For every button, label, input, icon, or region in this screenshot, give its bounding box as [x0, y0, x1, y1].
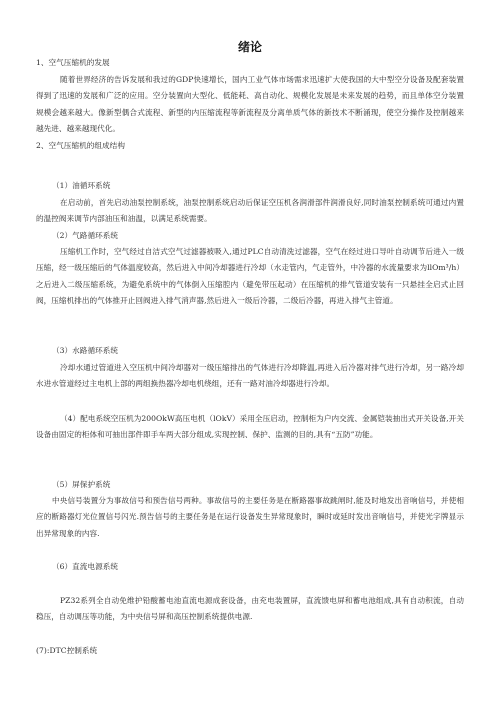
oil-system-body: 在启动前，首先启动油泵控制系统，油泵控制系统启动后保证空压机各润滑部件润滑良好,同时油泵控制系统可通过内置的温控阀来调节内部油压和油温，以满足系统需要。 — [36, 198, 464, 224]
page-title: 绪论 — [237, 40, 262, 54]
water-system-body: 冷却水通过管道进入空压机中间冷却器对一级压缩排出的气体进行冷却降温,再进入后冷器对排气进行冷却，另一路冷却水进水管道经过主电机上部的两组换热器冷却电机绕组，还有一路对油冷却器进行冷却。 — [36, 363, 464, 389]
water-system-heading: （3）水路循环系统 — [52, 346, 119, 355]
section-2-heading: 2、空气压缩机的组成结构 — [36, 141, 125, 150]
gas-system-body: 压缩机工作时，空气经过自洁式空气过滤器被吸入,通过PLC自动清洗过滤器，空气在经过进口导叶自动调节后进入一级压缩，经一级压缩后的气体温度较高，然后进入中间冷却器进行冷却（水走管内，气走管外，中冷器的水流量要求为llOm³/h）之后进入二级压缩系统，为避免系统中的气体倒入压缩腔内（避免带压起动）在压缩机的排气管道安装有一只悬挂全启式止回阀，压缩机排出的气体推开止回阀进入排气消声器,然后进入一级后冷器，二级后冷器，再进入排气主管道。 — [36, 247, 464, 306]
oil-system-heading: （1）油循环系统 — [52, 181, 111, 190]
dc-power-body: PZ32系列全自动免维护铅酸蓄电池直流电源成套设备，由充电装置屏，直流馈电屏和蓄电池组成,具有自动积流，自动稳压，自动调压等功能，为中央信号屏和高压控制系统提供电源. — [36, 596, 464, 622]
dtc-control-heading: (7):DTC控制系统 — [36, 646, 98, 655]
section-1-heading: 1、空气压缩机的发展 — [36, 58, 110, 67]
dc-power-heading: （6）直流电源系统 — [52, 562, 119, 571]
gas-system-heading: （2）气路循环系统 — [52, 231, 119, 240]
screen-protection-body: 中央信号装置分为事故信号和预告信号两种。事故信号的主要任务是在断路器事故跳闸时,能及时地发出音响信号，并使相应的断路器灯光位置信号闪光.预告信号的主要任务是在运行设备发生异常现象时，瞬时或延时发出音响信号，并使光字牌显示出异常现象的内容. — [36, 496, 464, 538]
screen-protection-heading: （5）屏保护系统 — [52, 480, 111, 489]
section-1-body: 随着世界经济的告诉发展和我过的GDP快速增长，国内工业气体市场需求迅速扩大使我国的大中型空分设备及配套装置得到了迅速的发展和广泛的应用。空分装置向大型化、低能耗、高自动化、规模化发展是未来发展的趋势，而且单体空分装置规模会越来越大。像新型偶合式流程、新型的内压缩流程等新流程及分离单质气体的新技术不断涌现，使空分操作及控制越来越先进、越来越现代化。 — [36, 75, 464, 134]
power-system-body: （4）配电系统空压机为200OkW高压电机（lOkV）采用全压启动，控制柜为户内交流、金属铠装抽出式开关设备,开关设备由固定的柜体和可抽出部件即手车两大部分组成,实现控制、保护、监测的目的,具有“五防”功能。 — [36, 414, 464, 440]
